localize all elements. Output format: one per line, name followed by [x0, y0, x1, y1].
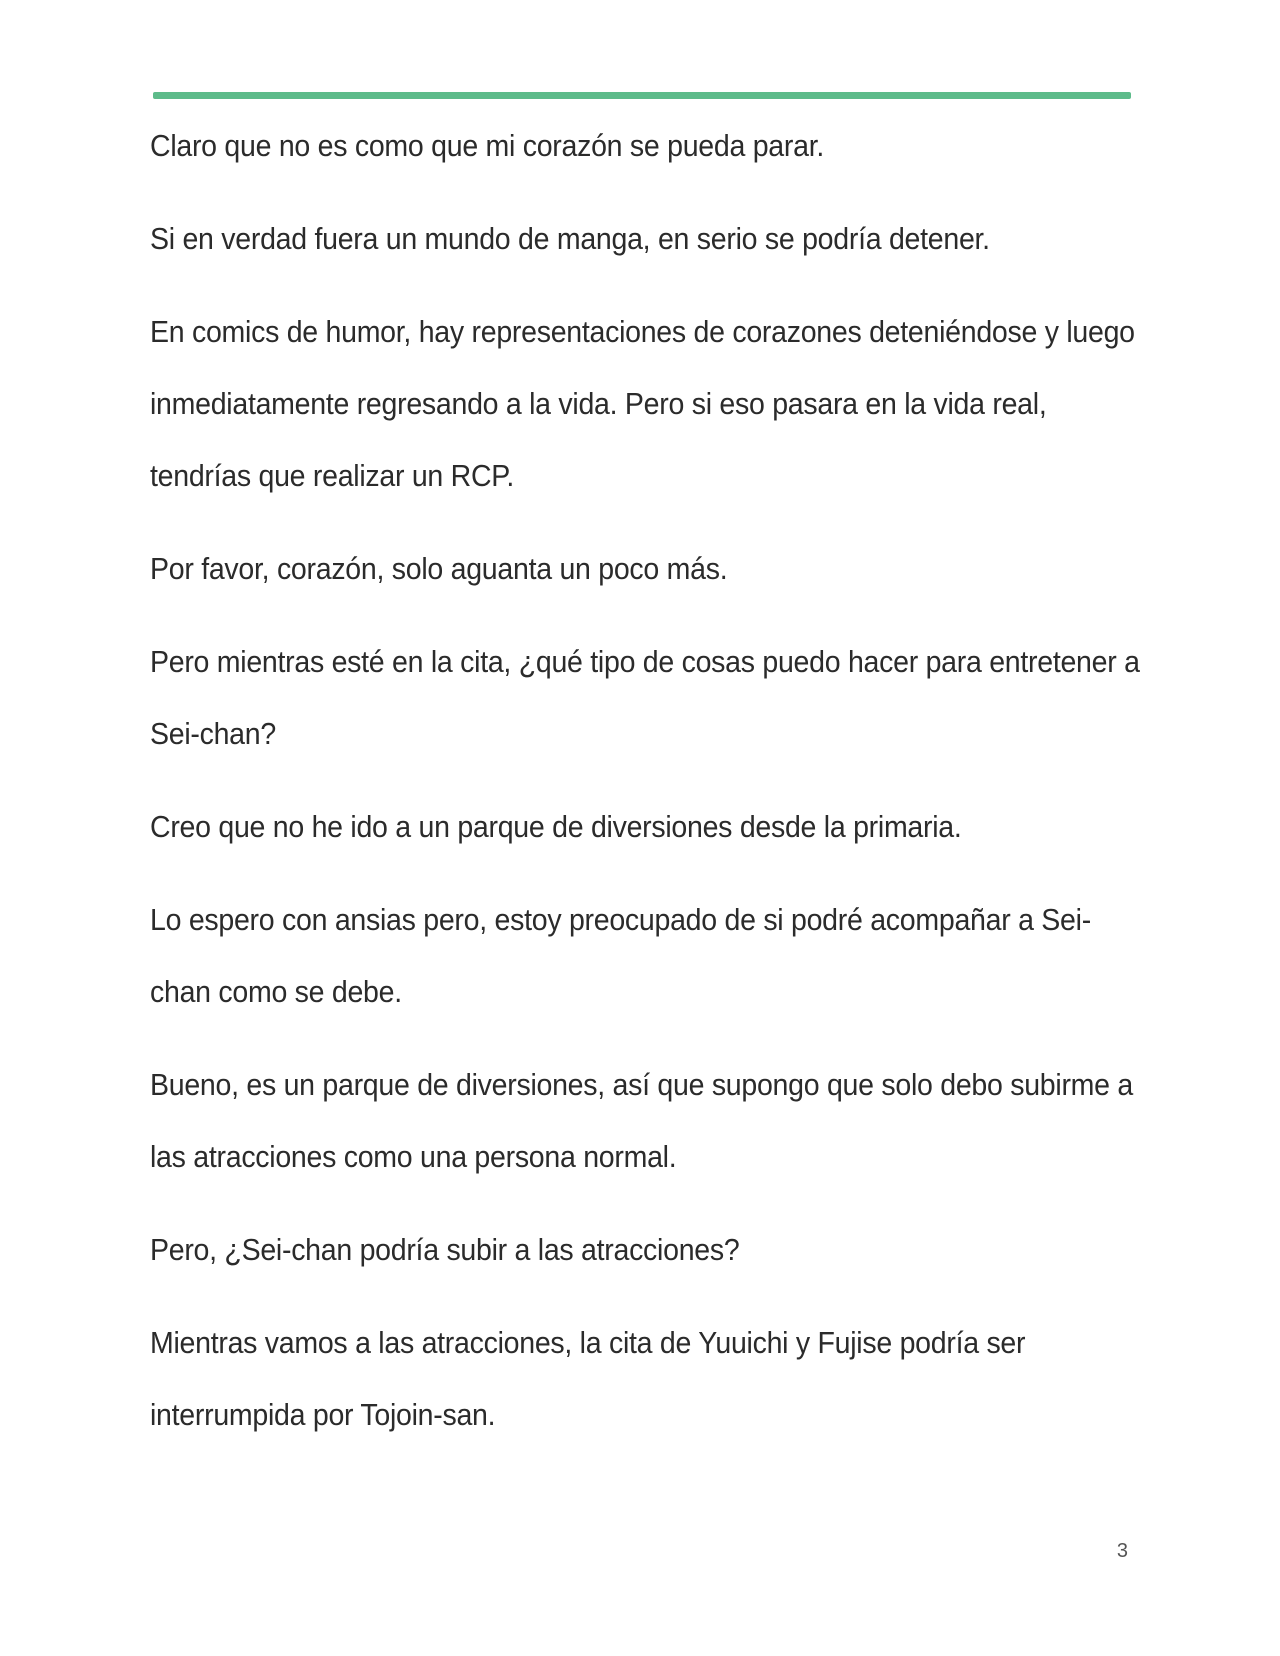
paragraph: Pero, ¿Sei-chan podría subir a las atracciones? — [150, 1232, 740, 1267]
body-text — [150, 110, 1140, 1472]
paragraph: Mientras vamos a las atracciones, la cita de Yuuichi y Fujise podría ser interrumpida por Tojoin-san. — [150, 1325, 1026, 1432]
paragraph: Bueno, es un parque de diversiones, así que supongo que solo debo subirme a las atracciones como una persona normal. — [150, 1067, 1133, 1174]
paragraph: Creo que no he ido a un parque de diversiones desde la primaria. — [150, 809, 962, 844]
top-divider-rule — [153, 92, 1131, 99]
paragraph: Claro que no es como que mi corazón se pueda parar. — [150, 128, 824, 163]
paragraph: Pero mientras esté en la cita, ¿qué tipo de cosas puedo hacer para entretener a Sei-chan? — [150, 644, 1140, 751]
page-number: 3 — [1116, 1540, 1128, 1562]
paragraph: En comics de humor, hay representaciones de corazones deteniéndose y luego inmediatamente regresando a la vida. Pero si eso pasara en la vida real, tendrías que realizar un RCP. — [150, 314, 1135, 493]
paragraph: Lo espero con ansias pero, estoy preocupado de si podré acompañar a Sei-chan como se debe. — [150, 902, 1091, 1009]
paragraph: Si en verdad fuera un mundo de manga, en serio se podría detener. — [150, 221, 990, 256]
paragraph: Por favor, corazón, solo aguanta un poco más. — [150, 551, 728, 586]
